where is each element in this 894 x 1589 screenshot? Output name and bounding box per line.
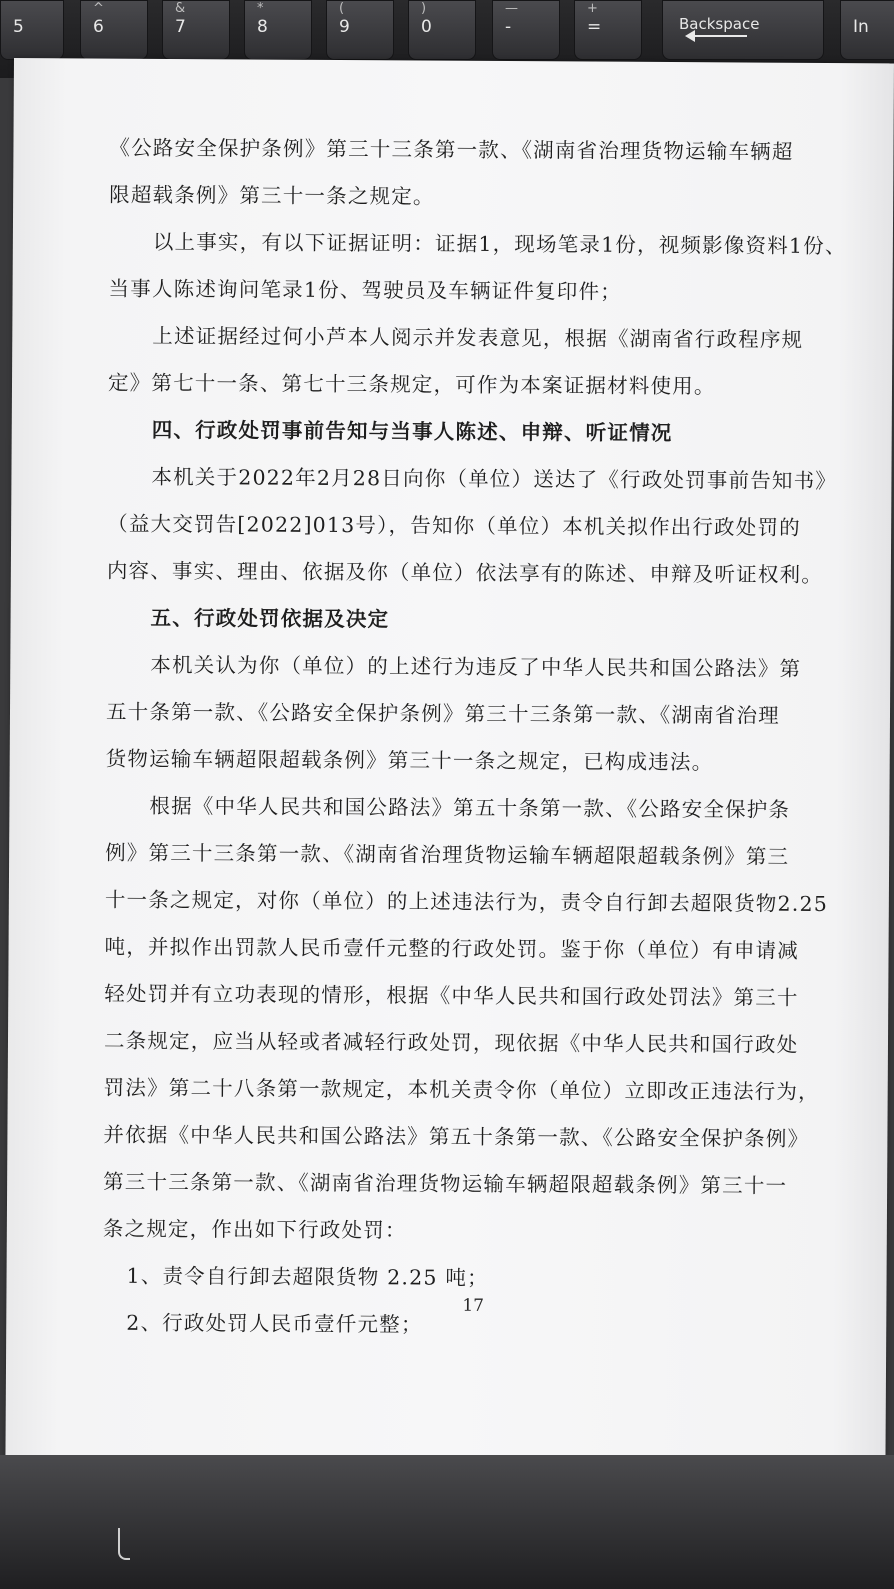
text-line: 以上事实，有以下证据证明：证据1，现场笔录1份，视频影像资料1份、 bbox=[152, 229, 847, 259]
text-line: 当事人陈述询问笔录1份、驾驶员及车辆证件复印件； bbox=[108, 276, 623, 304]
key-main-char: 9 bbox=[339, 17, 350, 37]
desk-surface bbox=[0, 1455, 894, 1589]
key-top-symbol: * bbox=[257, 1, 264, 16]
key-main-char: 8 bbox=[257, 17, 268, 37]
text-line: 根据《中华人民共和国公路法》第五十条第一款、《公路安全保护条 bbox=[149, 793, 791, 822]
document-page bbox=[5, 58, 894, 1473]
page-number: 17 bbox=[462, 1295, 485, 1316]
key-minus bbox=[492, 0, 560, 60]
text-line: 第三十三条第一款、《湖南省治理货物运输车辆超限超载条例》第三十一 bbox=[103, 1169, 788, 1198]
text-line: 条之规定，作出如下行政处罚： bbox=[102, 1216, 407, 1243]
key-main-char: 7 bbox=[175, 17, 186, 37]
text-line: 十一条之规定，对你（单位）的上述违法行为，责令自行卸去超限货物2.25 bbox=[104, 887, 829, 916]
cable-hook-icon bbox=[118, 1528, 130, 1560]
left-arrow-icon bbox=[687, 35, 747, 37]
key-top-symbol: — bbox=[505, 1, 518, 16]
list-item: 1、责令自行卸去超限货物 2.25 吨； bbox=[126, 1263, 489, 1290]
key-insert bbox=[840, 0, 894, 60]
key-6 bbox=[80, 0, 148, 60]
key-top-symbol: ^ bbox=[93, 1, 104, 16]
text-line: 限超载条例》第三十一条之规定。 bbox=[109, 182, 435, 209]
key-insert-label: In bbox=[853, 17, 869, 37]
key-top-symbol: ) bbox=[421, 1, 427, 16]
key-9 bbox=[326, 0, 394, 60]
key-top-symbol: ( bbox=[339, 1, 345, 16]
list-item: 2、行政处罚人民币壹仟元整； bbox=[126, 1310, 423, 1337]
text-line: 内容、事实、理由、依据及你（单位）依法享有的陈述、申辩及听证权利。 bbox=[106, 558, 824, 587]
text-line: 轻处罚并有立功表现的情形，根据《中华人民共和国行政处罚法》第三十 bbox=[104, 981, 799, 1010]
key-main-char: = bbox=[587, 17, 602, 37]
key-main-char: - bbox=[505, 17, 512, 37]
text-line: 本机关认为你（单位）的上述行为违反了中华人民共和国公路法》第 bbox=[150, 652, 802, 681]
key-main-char: 6 bbox=[93, 17, 104, 37]
text-line: 五十条第一款、《公路安全保护条例》第三十三条第一款、《湖南省治理 bbox=[105, 699, 780, 728]
text-line: 上述证据经过何小芦本人阅示并发表意见，根据《湖南省行政程序规 bbox=[152, 323, 804, 352]
key-8 bbox=[244, 0, 312, 60]
key-top-symbol: & bbox=[175, 1, 186, 16]
key-top-symbol: + bbox=[587, 1, 598, 16]
key-7 bbox=[162, 0, 230, 60]
text-line: 吨，并拟作出罚款人民币壹仟元整的行政处罚。鉴于你（单位）有申请减 bbox=[104, 934, 800, 963]
text-line: 货物运输车辆超限超载条例》第三十一条之规定，已构成违法。 bbox=[105, 746, 714, 775]
text-line: 二条规定，应当从轻或者减轻行政处罚，现依据《中华人民共和国行政处 bbox=[103, 1028, 799, 1057]
key-main-char: 5 bbox=[13, 17, 24, 37]
key-main-char: 0 bbox=[421, 17, 432, 37]
text-line: 定》第七十一条、第七十三条规定，可作为本案证据材料使用。 bbox=[107, 370, 716, 399]
text-line: 例》第三十三条第一款、《湖南省治理货物运输车辆超限超载条例》第三 bbox=[105, 840, 790, 869]
key-0 bbox=[408, 0, 476, 60]
text-line: 罚法》第二十八条第一款规定，本机关责令你（单位）立即改正违法行为， bbox=[103, 1075, 820, 1104]
text-line: 并依据《中华人民共和国公路法》第五十条第一款、《公路安全保护条例》 bbox=[103, 1122, 810, 1151]
text-line: 《公路安全保护条例》第三十三条第一款、《湖南省治理货物运输车辆超 bbox=[109, 135, 794, 164]
key-backspace bbox=[662, 0, 824, 60]
key-5 bbox=[0, 0, 64, 60]
text-line: （益大交罚告[2022]013号），告知你（单位）本机关拟作出行政处罚的 bbox=[107, 511, 801, 540]
text-line: 本机关于2022年2月28日向你（单位）送达了《行政处罚事前告知书》 bbox=[151, 464, 838, 494]
section-heading: 五、行政处罚依据及决定 bbox=[150, 605, 390, 632]
section-heading: 四、行政处罚事前告知与当事人陈述、申辩、听证情况 bbox=[151, 417, 673, 446]
document-body bbox=[102, 125, 869, 1352]
key-backspace-label: Backspace bbox=[679, 15, 760, 33]
key-equals bbox=[574, 0, 642, 60]
